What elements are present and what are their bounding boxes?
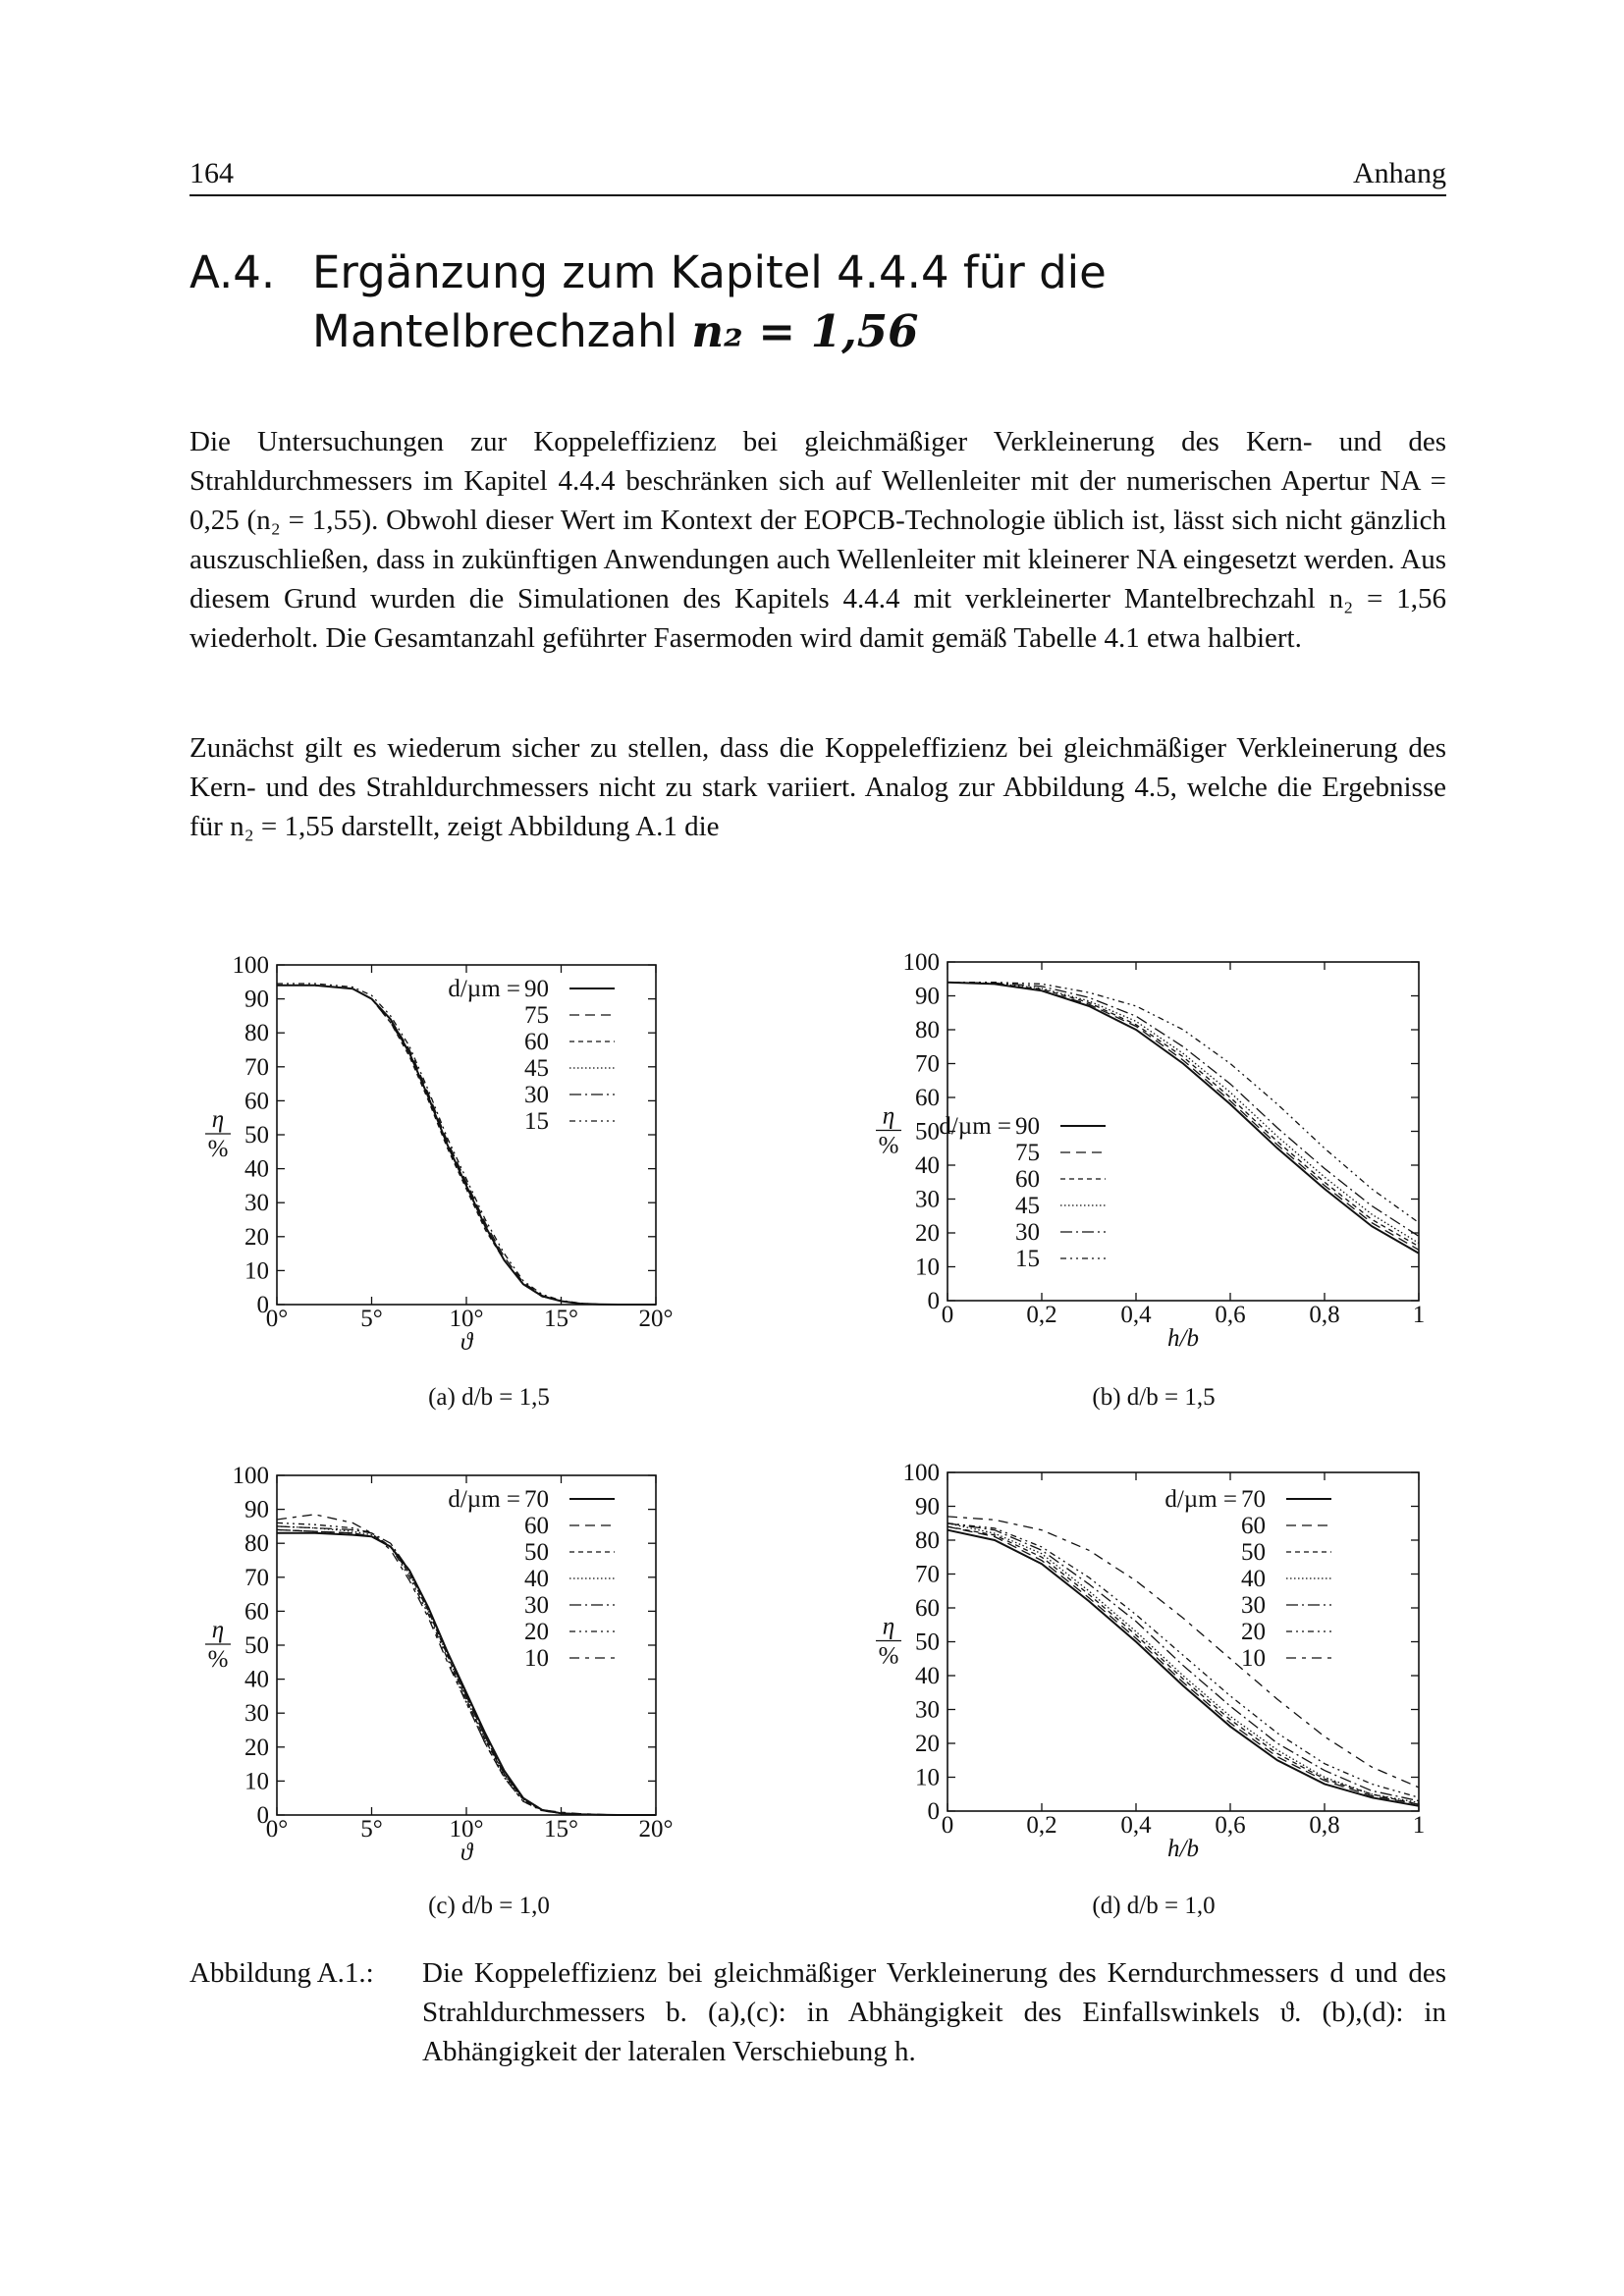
y-axis-label-top: η <box>211 1617 225 1643</box>
legend-entry-label: 20 <box>524 1619 549 1645</box>
plot-frame <box>277 1475 656 1815</box>
legend-entry-label: 60 <box>524 1513 549 1539</box>
y-tick-label: 0 <box>256 1292 269 1318</box>
y-tick-label: 30 <box>244 1700 269 1728</box>
chart-c <box>187 1448 795 1890</box>
y-tick-label: 40 <box>244 1666 269 1693</box>
figure-a <box>187 937 795 1379</box>
y-tick-label: 30 <box>915 1696 940 1724</box>
legend-entry-label: 45 <box>524 1055 549 1082</box>
y-tick-label: 20 <box>915 1731 940 1757</box>
y-axis-label-top: η <box>211 1106 225 1133</box>
x-tick-label: 0 <box>941 1302 954 1328</box>
y-tick-label: 90 <box>915 1493 940 1521</box>
y-tick-label: 40 <box>244 1155 269 1183</box>
y-tick-label: 60 <box>915 1085 940 1111</box>
page-header <box>189 153 1446 196</box>
x-axis-label: ϑ <box>460 1840 473 1866</box>
y-tick-label: 10 <box>915 1764 940 1791</box>
x-tick-label: 20° <box>638 1816 674 1842</box>
x-tick-label: 0,8 <box>1309 1812 1340 1839</box>
subcaption-c: (c) d/b = 1,0 <box>428 1893 550 1919</box>
y-tick-label: 100 <box>232 952 269 979</box>
y-tick-label: 40 <box>915 1663 940 1689</box>
y-tick-label: 50 <box>244 1122 269 1148</box>
figure-d <box>854 1448 1463 1890</box>
y-tick-label: 90 <box>915 983 940 1010</box>
y-tick-label: 0 <box>256 1802 269 1829</box>
chart-d <box>854 1448 1463 1890</box>
section-title-line1: Ergänzung zum Kapitel 4.4.4 für die <box>312 246 1107 298</box>
legend-entry-label: 20 <box>1241 1619 1266 1645</box>
x-tick-label: 0,8 <box>1309 1302 1340 1328</box>
series-line-60 <box>277 1529 656 1815</box>
legend-entry-label: 60 <box>524 1029 549 1055</box>
y-tick-label: 80 <box>244 1530 269 1558</box>
y-axis-label-top: η <box>882 1102 895 1130</box>
series-line-70 <box>947 1530 1419 1806</box>
y-tick-label: 20 <box>244 1734 269 1761</box>
x-axis-label: ϑ <box>460 1329 473 1356</box>
y-tick-label: 50 <box>915 1629 940 1656</box>
legend-entry-label: 60 <box>1015 1166 1040 1193</box>
y-tick-label: 100 <box>902 1460 940 1486</box>
legend-entry-label: 40 <box>1241 1566 1266 1592</box>
legend-title: d/µm = <box>448 976 520 1002</box>
y-tick-label: 60 <box>915 1595 940 1622</box>
y-tick-label: 90 <box>244 986 269 1013</box>
y-tick-label: 60 <box>244 1088 269 1115</box>
y-axis-label-bottom: % <box>207 1646 229 1673</box>
caption-text: Die Koppeleffizienz bei gleichmäßiger Verkleinerung des Kerndurchmessers d und des Strahldurchmessers b. (a),(c): in Abhängigkeit des Einfallswinkels ϑ. (b),(d): in Abhängigkeit der lateralen Verschiebung h. <box>422 1957 1446 2067</box>
y-tick-label: 20 <box>244 1223 269 1251</box>
plot-frame <box>947 1472 1419 1811</box>
legend-entry-label: 90 <box>524 976 549 1002</box>
section-title-line2: Mantelbrechzahl <box>312 305 692 357</box>
y-tick-label: 0 <box>927 1798 940 1825</box>
legend-entry-label: 10 <box>1241 1645 1266 1672</box>
paragraph-2: Zunächst gilt es wiederum sicher zu stellen, dass die Koppeleffizienz bei gleichmäßiger Verkleinerung des Kern- und des Strahldurchmessers nicht zu stark variiert. Analog zur Abbildung 4.5, welche die Ergebnisse für n₂ = 1,55 darstellt, zeigt Abbildung A.1 die <box>189 732 1446 842</box>
y-tick-label: 30 <box>244 1190 269 1217</box>
legend-entry-label: 50 <box>524 1539 549 1566</box>
legend-title: d/µm = <box>448 1486 520 1513</box>
legend-entry-label: 45 <box>1015 1193 1040 1219</box>
series-line-30 <box>947 1523 1419 1801</box>
chart-b <box>854 937 1463 1379</box>
figure-b <box>854 937 1463 1379</box>
legend-entry-label: 50 <box>1241 1539 1266 1566</box>
y-tick-label: 40 <box>915 1152 940 1179</box>
series-line-90 <box>277 986 656 1305</box>
legend-title: d/µm = <box>1164 1486 1237 1513</box>
y-tick-label: 20 <box>915 1220 940 1247</box>
x-axis-label: h/b <box>1167 1836 1199 1862</box>
y-tick-label: 80 <box>915 1017 940 1043</box>
x-tick-label: 0° <box>265 1816 289 1842</box>
x-tick-label: 20° <box>638 1306 674 1332</box>
x-tick-label: 10° <box>449 1306 484 1332</box>
y-tick-label: 50 <box>915 1118 940 1146</box>
x-tick-label: 10° <box>449 1816 484 1842</box>
x-tick-label: 0,4 <box>1120 1302 1152 1328</box>
series-line-70 <box>277 1533 656 1815</box>
caption-label: Abbildung A.1.: <box>189 1957 374 1989</box>
x-tick-label: 5° <box>360 1306 383 1332</box>
y-tick-label: 10 <box>244 1257 269 1285</box>
y-tick-label: 50 <box>244 1632 269 1659</box>
x-tick-label: 0° <box>265 1306 289 1332</box>
y-axis-label-top: η <box>882 1613 895 1640</box>
series-line-30 <box>277 1526 656 1815</box>
series-line-75 <box>277 986 656 1305</box>
chart-a <box>187 937 795 1379</box>
series-line-40 <box>277 1526 656 1815</box>
x-tick-label: 0,4 <box>1120 1812 1152 1839</box>
x-tick-label: 1 <box>1412 1302 1426 1328</box>
y-tick-label: 100 <box>232 1463 269 1489</box>
x-tick-label: 1 <box>1412 1812 1426 1839</box>
legend-entry-label: 15 <box>524 1108 549 1135</box>
section-number: A.4. <box>189 246 276 298</box>
series-line-20 <box>277 1522 656 1815</box>
x-tick-label: 0,2 <box>1026 1812 1057 1839</box>
series-line-40 <box>947 1523 1419 1803</box>
page-number: 164 <box>189 157 234 189</box>
y-tick-label: 0 <box>927 1288 940 1314</box>
y-tick-label: 80 <box>244 1020 269 1047</box>
y-tick-label: 10 <box>915 1254 940 1281</box>
legend-entry-label: 60 <box>1241 1513 1266 1539</box>
y-tick-label: 70 <box>244 1053 269 1081</box>
legend-entry-label: 15 <box>1015 1246 1040 1272</box>
legend-entry-label: 70 <box>1241 1486 1266 1513</box>
subcaption-b: (b) d/b = 1,5 <box>1092 1384 1216 1411</box>
series-line-30 <box>277 986 656 1305</box>
legend-entry-label: 70 <box>524 1486 549 1513</box>
x-tick-label: 5° <box>360 1816 383 1842</box>
y-tick-label: 100 <box>902 949 940 976</box>
x-tick-label: 15° <box>544 1306 578 1332</box>
legend-entry-label: 75 <box>524 1002 549 1029</box>
x-tick-label: 0 <box>941 1812 954 1839</box>
subcaption-a: (a) d/b = 1,5 <box>428 1384 550 1411</box>
paragraph-1: Die Untersuchungen zur Koppeleffizienz bei gleichmäßiger Verkleinerung des Kern- und des Strahldurchmessers im Kapitel 4.4.4 beschränken sich auf Wellenleiter mit der numerischen Apertur NA = 0,25 (n₂ = 1,55). Obwohl dieser Wert im Kontext der EOPCB-Technologie üblich ist, lässt sich nicht gänzlich auszuschließen, dass in zukünftigen Anwendungen auch Wellenleiter mit kleinerer NA eingesetzt werden. Aus diesem Grund wurden die Simulationen des Kapitels 4.4.4 mit verkleinerter Mantelbrechzahl n₂ = 1,56 wiederholt. Die Gesamtanzahl geführter Fasermoden wird damit gemäß Tabelle 4.1 etwa halbiert. <box>189 426 1446 654</box>
subcaption-d: (d) d/b = 1,0 <box>1092 1893 1216 1919</box>
legend-entry-label: 30 <box>1015 1219 1040 1246</box>
y-tick-label: 70 <box>915 1561 940 1588</box>
legend-entry-label: 75 <box>1015 1140 1040 1166</box>
y-axis-label-bottom: % <box>878 1642 899 1670</box>
x-axis-label: h/b <box>1167 1325 1199 1352</box>
y-axis-label-bottom: % <box>878 1132 899 1159</box>
series-line-15 <box>277 984 656 1305</box>
legend-entry-label: 30 <box>524 1592 549 1619</box>
series-line-45 <box>277 986 656 1305</box>
y-tick-label: 70 <box>244 1564 269 1591</box>
x-tick-label: 0,6 <box>1215 1302 1246 1328</box>
series-line-50 <box>277 1529 656 1815</box>
y-tick-label: 90 <box>244 1496 269 1523</box>
y-tick-label: 60 <box>244 1598 269 1626</box>
figure-c <box>187 1448 795 1890</box>
x-tick-label: 0,6 <box>1215 1812 1246 1839</box>
section-title-math: n₂ = 1,56 <box>691 305 919 357</box>
section-title <box>312 243 1441 361</box>
legend-entry-label: 10 <box>524 1645 549 1672</box>
series-line-10 <box>947 1517 1419 1788</box>
y-tick-label: 80 <box>915 1527 940 1554</box>
x-tick-label: 0,2 <box>1026 1302 1057 1328</box>
y-tick-label: 70 <box>915 1050 940 1078</box>
running-title: Anhang <box>1353 157 1446 189</box>
y-tick-label: 30 <box>915 1186 940 1213</box>
legend-entry-label: 30 <box>1241 1592 1266 1619</box>
plot-frame <box>277 965 656 1305</box>
legend-title: d/µm = <box>939 1113 1011 1140</box>
y-tick-label: 10 <box>244 1768 269 1795</box>
x-tick-label: 15° <box>544 1816 578 1842</box>
y-axis-label-bottom: % <box>207 1136 229 1162</box>
series-line-10 <box>277 1515 656 1815</box>
legend-entry-label: 90 <box>1015 1113 1040 1140</box>
legend-entry-label: 30 <box>524 1082 549 1108</box>
series-line-60 <box>277 986 656 1305</box>
legend-entry-label: 40 <box>524 1566 549 1592</box>
series-line-20 <box>947 1523 1419 1797</box>
